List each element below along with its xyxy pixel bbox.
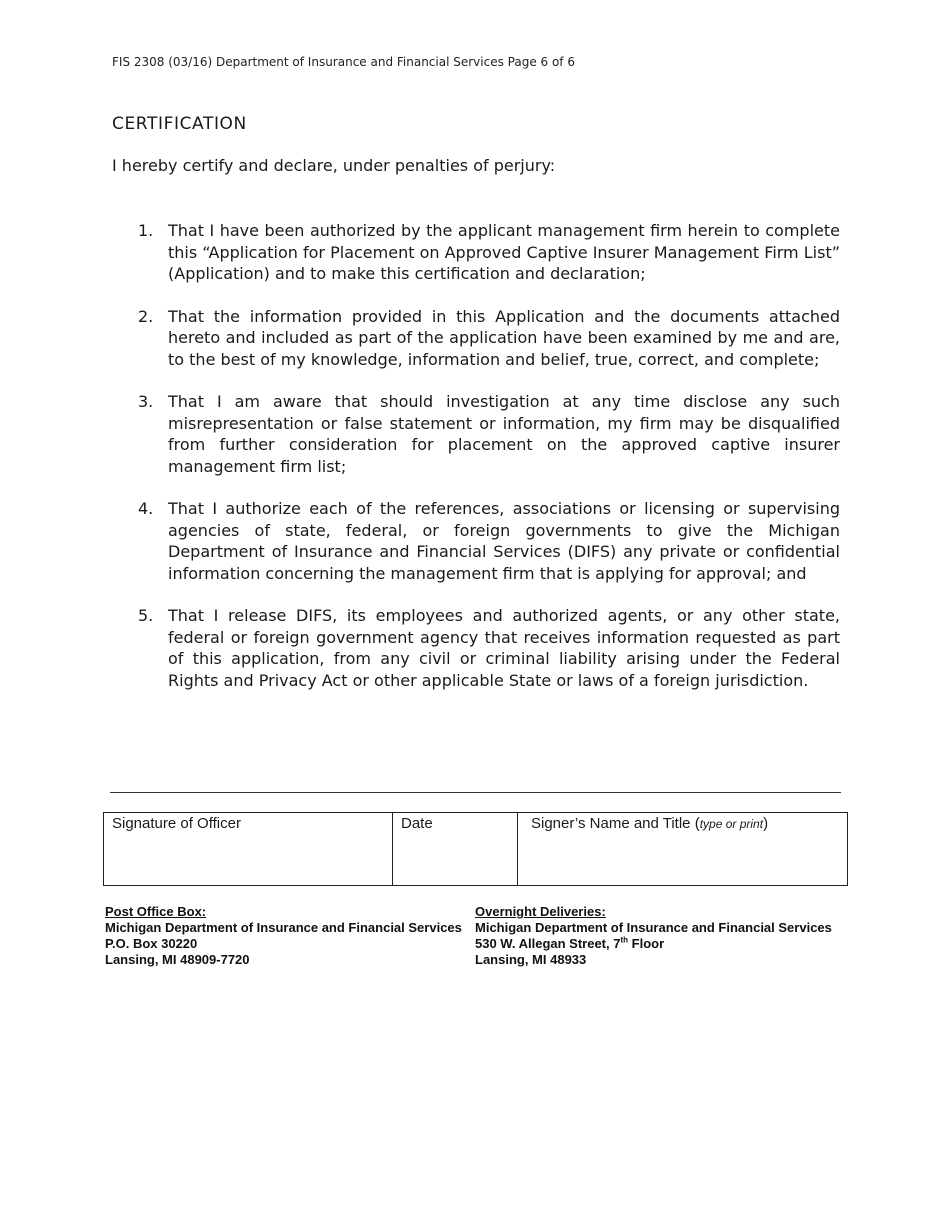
item-number: 4. [138,499,154,518]
certification-intro: I hereby certify and declare, under penalties of perjury: [112,156,556,175]
list-item [138,605,840,691]
signer-name-hint: type or print [699,817,764,831]
po-box-line3: Lansing, MI 48909-7720 [105,952,250,967]
item-number: 1. [138,221,154,240]
item-number: 3. [138,392,154,411]
overnight-line1: Michigan Department of Insurance and Financial Services [475,920,832,935]
date-field[interactable] [393,813,518,885]
certification-title: CERTIFICATION [112,114,247,134]
overnight-street: 530 W. Allegan Street, 7 [475,936,621,951]
item-text: That I have been authorized by the applicant management firm herein to complete this “Application for Placement on Approved Captive Insurer Management Firm List” (Application) and to make this certification and declaration; [168,221,840,283]
signer-name-title-field[interactable] [518,813,847,885]
po-box-address [105,904,462,968]
signature-field[interactable] [104,813,393,885]
overnight-line3: Lansing, MI 48933 [475,952,587,967]
signer-name-label-text: Signer’s Name and Title ( [531,815,700,832]
po-box-line1: Michigan Department of Insurance and Financial Services [105,920,462,935]
po-box-heading: Post Office Box: [105,904,207,919]
overnight-floor: Floor [628,936,665,951]
item-text: That I release DIFS, its employees and authorized agents, or any other state, federal or foreign government agency that receives information requested as part of this application, from any civil or criminal liability arising under the Federal Rights and Privacy Act or other applicable State or laws of a foreign jurisdiction. [168,606,840,690]
item-text: That the information provided in this Application and the documents attached hereto and included as part of the application have been examined by me and are, to the best of my knowledge, information and belief, true, correct, and complete; [168,306,840,369]
form-header: FIS 2308 (03/16) Department of Insurance and Financial Services Page 6 of 6 [112,55,575,69]
overnight-ordinal: th [620,935,629,945]
overnight-heading: Overnight Deliveries: [475,904,606,919]
item-text: That I am aware that should investigation at any time disclose any such misrepresentation or false statement or information, my firm may be disqualified from further consideration for placement on the approved captive insurer management firm list; [168,392,840,476]
list-item [138,220,840,285]
signer-name-label [531,815,768,832]
signature-table [103,812,848,886]
date-label: Date [401,815,433,832]
signer-name-label-close: ) [763,815,769,832]
po-box-line2: P.O. Box 30220 [105,936,198,951]
item-number: 5. [138,606,154,625]
overnight-line2 [475,936,832,952]
list-item [138,306,840,371]
overnight-address [475,904,832,968]
item-text: That I authorize each of the references, associations or licensing or supervising agencies of state, federal, or foreign governments to give the Michigan Department of Insurance and Financial Services (DIFS) any private or confidential information concerning the management firm that is applying for approval; and [168,499,840,583]
signature-label: Signature of Officer [112,815,241,832]
item-number: 2. [138,306,154,326]
divider-line [110,792,841,793]
certification-list [138,220,840,712]
list-item [138,498,840,584]
list-item [138,391,840,477]
